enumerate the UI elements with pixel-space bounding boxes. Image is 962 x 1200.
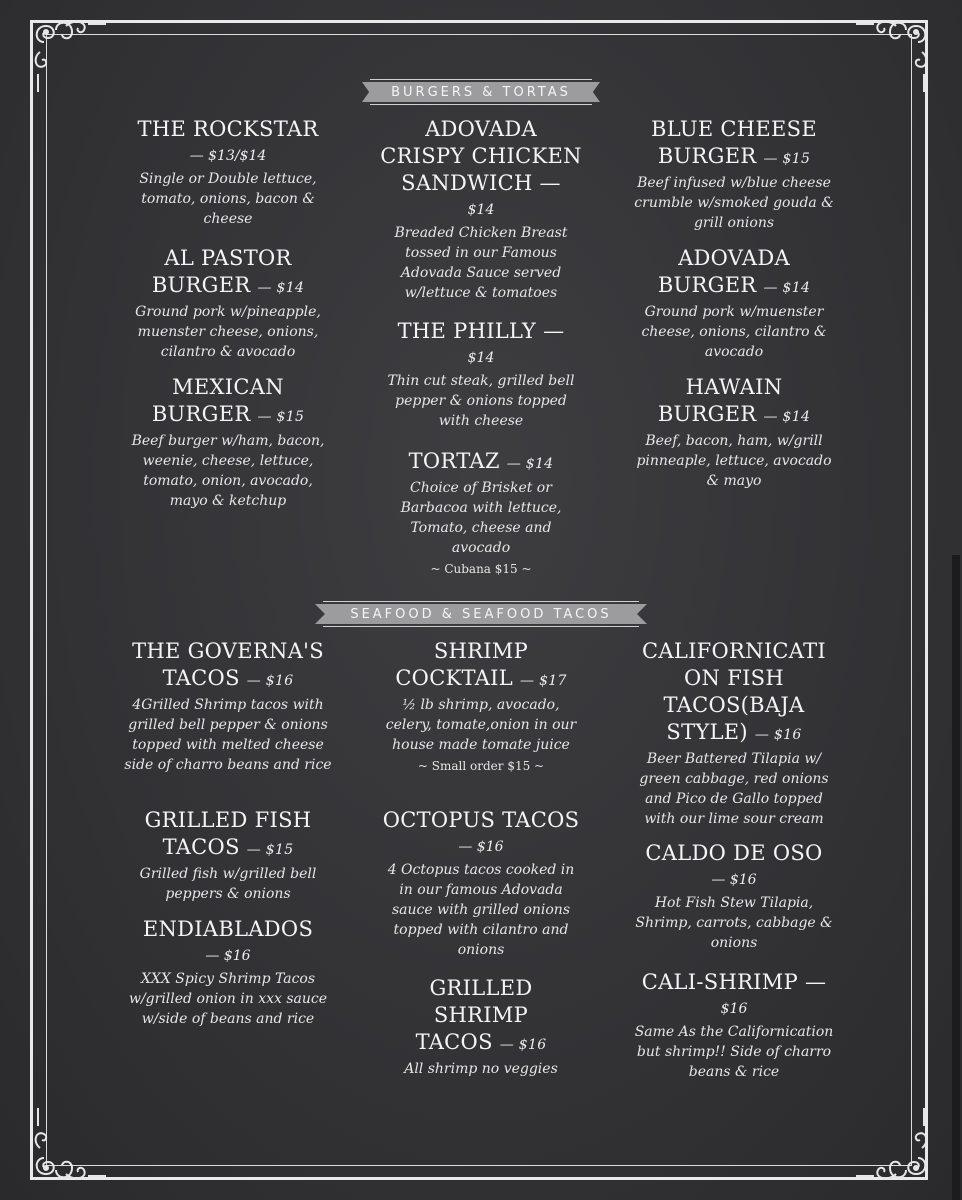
item-name: OCTOPUS TACOS bbox=[382, 808, 580, 832]
menu-item-grilled-shrimp-tacos bbox=[380, 975, 582, 1079]
item-description: Single or Double lettuce, tomato, onions, bacon & cheese bbox=[139, 171, 317, 227]
item-price: — $17 bbox=[520, 673, 567, 689]
item-description: Breaded Chicken Breast tossed in our Famous Adovada Sauce served w/lettuce & tomatoes bbox=[394, 225, 568, 301]
menu-item-caldo-de-oso bbox=[634, 840, 834, 953]
item-price: — $14 bbox=[257, 280, 305, 296]
item-price: — $16 bbox=[246, 673, 294, 689]
menu-item-blue-cheese bbox=[634, 116, 834, 233]
scrollbar[interactable] bbox=[952, 555, 960, 1200]
item-name: CALIFORNICATI bbox=[641, 639, 827, 663]
corner-ornament-icon bbox=[856, 1108, 936, 1188]
item-price: — $13/$14 bbox=[189, 148, 267, 164]
item-name: CALDO DE OSO bbox=[645, 841, 823, 865]
item-name: BURGER bbox=[151, 402, 251, 426]
menu-item-philly bbox=[380, 318, 582, 431]
item-description: All shrimp no veggies bbox=[404, 1061, 558, 1077]
item-name: ON FISH bbox=[684, 666, 784, 690]
item-name: THE GOVERNA'S bbox=[132, 639, 324, 663]
item-name: HAWAIN bbox=[685, 375, 783, 399]
item-description: 4 Octopus tacos cooked in in our famous Adovada sauce with grilled onions topped with cilantro and onions bbox=[387, 862, 575, 958]
item-description: Same As the Californication but shrimp!! Side of charro beans & rice bbox=[634, 1024, 834, 1080]
item-name: COCKTAIL bbox=[395, 666, 514, 690]
item-price: — $16 bbox=[711, 872, 757, 888]
item-name: MEXICAN bbox=[172, 375, 284, 399]
menu-item-adovada-chicken bbox=[380, 116, 582, 303]
menu-item-octopus-tacos bbox=[380, 807, 582, 960]
corner-ornament-icon bbox=[856, 12, 936, 92]
item-name: THE PHILLY — bbox=[397, 319, 565, 343]
item-name: CALI-SHRIMP — bbox=[641, 970, 827, 994]
item-name: TACOS(BAJA bbox=[663, 693, 805, 717]
menu-item-governa-tacos bbox=[124, 638, 332, 775]
item-name: BURGER bbox=[657, 273, 757, 297]
item-price: — $16 bbox=[458, 839, 504, 855]
item-price: $14 bbox=[467, 350, 495, 366]
item-name: BLUE CHEESE bbox=[651, 117, 817, 141]
item-name: BURGER bbox=[657, 402, 757, 426]
item-price: — $16 bbox=[205, 948, 251, 964]
corner-ornament-icon bbox=[26, 1108, 106, 1188]
item-description: XXX Spicy Shrimp Tacos w/grilled onion in xxx sauce w/side of beans and rice bbox=[128, 971, 328, 1027]
menu-item-cali-shrimp bbox=[634, 969, 834, 1082]
item-name: ADOVADA bbox=[425, 117, 537, 141]
item-description: Beef infused w/blue cheese crumble w/smoked gouda & grill onions bbox=[634, 175, 834, 231]
item-name: TACOS bbox=[162, 835, 240, 859]
menu-item-endiablados bbox=[124, 916, 332, 1029]
item-note: ~ Small order $15 ~ bbox=[417, 759, 545, 773]
item-name: THE ROCKSTAR bbox=[137, 117, 319, 141]
item-price: $16 bbox=[720, 1001, 748, 1017]
item-name: GRILLED SHRIMP bbox=[429, 976, 533, 1027]
menu-item-adovada-burger bbox=[634, 245, 834, 362]
item-description: Ground pork w/muenster cheese, onions, cilantro & avocado bbox=[641, 304, 827, 360]
menu-item-al-pastor bbox=[128, 245, 328, 362]
item-name: TACOS bbox=[162, 666, 240, 690]
section-title: SEAFOOD & SEAFOOD TACOS bbox=[350, 606, 612, 622]
menu-item-tortaz bbox=[380, 448, 582, 580]
item-description: Grilled fish w/grilled bell peppers & onions bbox=[139, 866, 317, 902]
item-name: CRISPY CHICKEN bbox=[380, 144, 582, 168]
item-price: — $16 bbox=[754, 727, 802, 743]
item-name: BURGER bbox=[657, 144, 757, 168]
item-price: — $15 bbox=[763, 151, 811, 167]
item-name: ENDIABLADOS bbox=[142, 917, 314, 941]
item-price: — $14 bbox=[763, 280, 811, 296]
item-price: — $14 bbox=[763, 409, 811, 425]
menu-item-californication bbox=[634, 638, 834, 829]
item-price: — $14 bbox=[506, 456, 554, 472]
menu-item-grilled-fish-tacos bbox=[124, 807, 332, 904]
item-description: Beef, bacon, ham, w/grill pinneaple, lettuce, avocado & mayo bbox=[636, 433, 832, 489]
item-note: ~ Cubana $15 ~ bbox=[430, 562, 532, 576]
section-banner-seafood bbox=[315, 601, 647, 627]
item-description: ½ lb shrimp, avocado, celery, tomate,onion in our house made tomate juice bbox=[385, 697, 577, 753]
menu-item-hawain bbox=[634, 374, 834, 491]
item-description: 4Grilled Shrimp tacos with grilled bell pepper & onions topped with melted cheese side of charro beans and rice bbox=[124, 697, 332, 773]
section-title: BURGERS & TORTAS bbox=[391, 84, 571, 100]
item-price: — $15 bbox=[246, 842, 294, 858]
item-description: Thin cut steak, grilled bell pepper & onions topped with cheese bbox=[387, 373, 575, 429]
item-price: — $16 bbox=[499, 1037, 547, 1053]
menu-item-mexican-burger bbox=[128, 374, 328, 511]
item-name: SHRIMP bbox=[433, 639, 529, 663]
item-name: SANDWICH — bbox=[401, 171, 561, 195]
item-name: GRILLED FISH bbox=[144, 808, 312, 832]
item-price: — $15 bbox=[257, 409, 305, 425]
item-name: STYLE) bbox=[666, 720, 748, 744]
item-name: ADOVADA bbox=[678, 246, 790, 270]
item-name: TORTAZ bbox=[408, 449, 500, 473]
section-banner-burgers bbox=[362, 79, 600, 105]
item-name: AL PASTOR bbox=[164, 246, 292, 270]
item-description: Hot Fish Stew Tilapia, Shrimp, carrots, cabbage & onions bbox=[635, 895, 833, 951]
menu-item-rockstar bbox=[128, 116, 328, 229]
item-name: BURGER bbox=[151, 273, 251, 297]
item-description: Beer Battered Tilapia w/ green cabbage, red onions and Pico de Gallo topped with our lime sour cream bbox=[639, 751, 829, 827]
item-description: Beef burger w/ham, bacon, weenie, cheese, lettuce, tomato, onion, avocado, mayo & ketchup bbox=[131, 433, 325, 509]
item-description: Choice of Brisket or Barbacoa with lettuce, Tomato, cheese and avocado bbox=[400, 480, 562, 556]
item-description: Ground pork w/pineapple, muenster cheese, onions, cilantro & avocado bbox=[135, 304, 321, 360]
item-name: TACOS bbox=[415, 1030, 493, 1054]
item-price: $14 bbox=[467, 202, 495, 218]
menu-item-shrimp-cocktail bbox=[380, 638, 582, 777]
corner-ornament-icon bbox=[26, 12, 106, 92]
